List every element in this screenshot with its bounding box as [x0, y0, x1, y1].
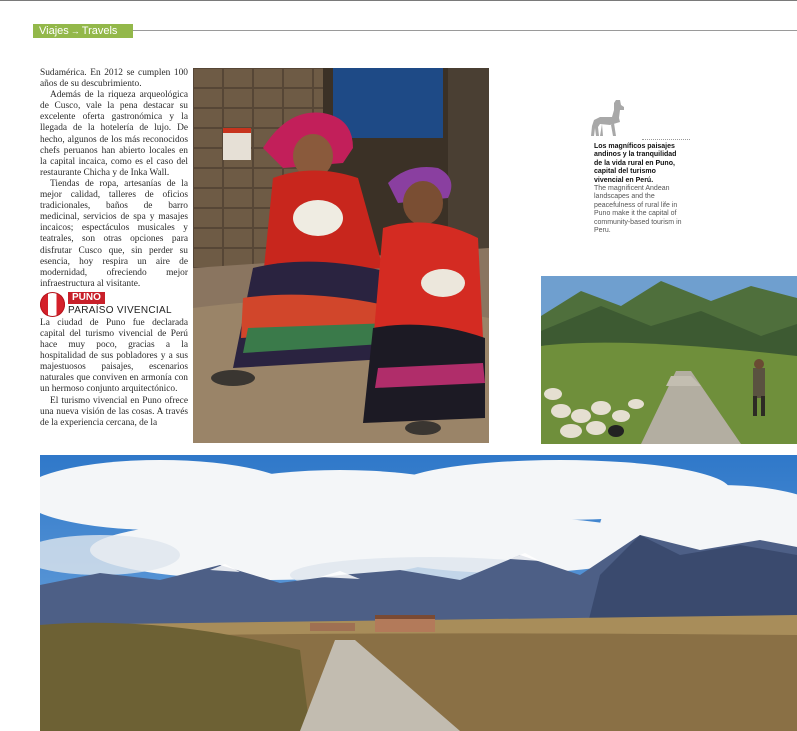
header-rule — [133, 30, 797, 31]
article-paragraph-4: La ciudad de Puno fue declarada capital del turismo vivencial de Perú hace muy poco, gracias a la hospitalidad de sus pobladores y a sus majestuosos paisajes, escenarios naturales que conviven en armonía con un hermoso conjunto arquitectónico. — [40, 317, 188, 395]
section-tab — [33, 24, 133, 38]
llama-icon — [590, 98, 636, 140]
article-paragraph-1: Sudamérica. En 2012 se cumplen 100 años de su descubrimiento. — [40, 68, 188, 90]
subhead-label: PUNO — [68, 292, 105, 304]
caption-rule — [642, 139, 690, 140]
photo-shepherd-road — [541, 276, 797, 444]
section-label-en: Travels — [81, 25, 118, 37]
article-paragraph-5: El turismo vivencial en Puno ofrece una nueva visión de las cosas. A través de la experiencia cercana, de la — [40, 395, 188, 428]
peru-flag-icon — [40, 292, 65, 317]
top-rule — [0, 0, 797, 1]
photo-caption — [594, 143, 686, 235]
subhead-title: PARAÍSO VIVENCIAL — [68, 304, 172, 316]
photo-andean-landscape-art — [40, 455, 797, 731]
article-column — [40, 68, 188, 429]
caption-english: The magnificent Andean landscapes and the peacefulness of rural life in Puno make it the capital of community-based tourism in Peru. — [594, 185, 682, 235]
caption-spanish: Los magníficos paisajes andinos y la tranquilidad de la vida rural en Puno, capital del turismo vivencial en Perú. — [594, 143, 677, 184]
photo-quechua-women — [193, 68, 489, 443]
photo-quechua-women-art — [193, 68, 489, 443]
photo-andean-landscape — [40, 455, 797, 731]
arrow-icon: → — [70, 26, 80, 36]
subhead — [40, 292, 188, 318]
article-paragraph-3: Tiendas de ropa, artesanías de la mejor calidad, talleres de oficios tradicionales, baños de barro medicinal, servicios de spa y masajes incaicos; espectáculos musicales y teatrales, son otras opciones para disfrutar Cusco que, sin perder su esencia, hoy respira un aire de modernidad, ofreciendo mejor infraestructura al visitante. — [40, 178, 188, 289]
photo-shepherd-road-art — [541, 276, 797, 444]
section-label-es: Viajes — [39, 25, 69, 37]
article-paragraph-2: Además de la riqueza arqueológica de Cusco, vale la pena destacar su excelente oferta gastronómica y la llegada de la hotelería de lujo. De hecho, algunos de los más reconocidos chefs peruanos han abierto locales en la capital incaica, como es el caso del restaurante Chicha y de Inka Wall. — [40, 90, 188, 178]
